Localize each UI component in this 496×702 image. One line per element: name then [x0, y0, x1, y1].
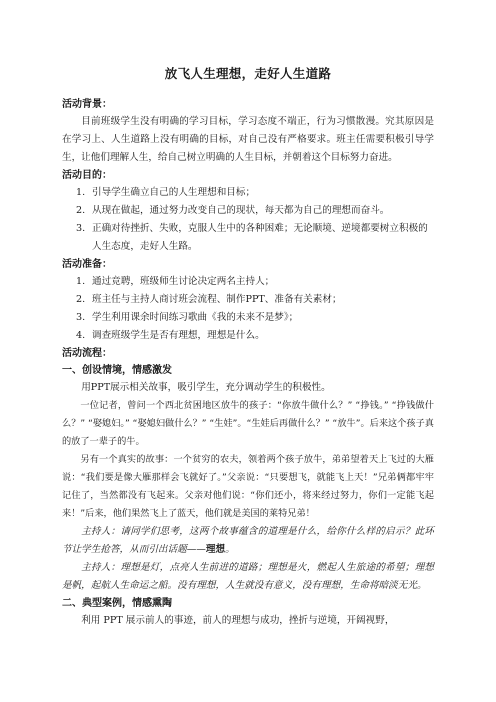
part1-heading: 一、创设情境，情感激发 [62, 365, 172, 376]
prep-list-item [76, 273, 434, 291]
host-question-end: 。 [225, 544, 235, 555]
list-number: 3. [76, 223, 86, 234]
list-item-text: 调查班级学生是否有理想，理想是什么。 [92, 330, 265, 341]
part1-intro-paragraph: 用PPT展示相关故事，吸引学生，充分调动学生的积极性。 [81, 382, 331, 393]
story1-paragraph: 一位记者，曾问一个西北贫困地区放牛的孩子：“你放牛做什么？” “挣钱。” “挣钱做什么？” “娶媳妇。” “娶媳妇做什么？” “生娃”。“生娃后再做什么？” “放牛”。后来这个孩子真的放了一辈子的牛。 [62, 400, 434, 447]
list-number: 2. [76, 205, 86, 216]
prep-list-item [76, 291, 434, 309]
part2-intro-paragraph: 利用 PPT 展示前人的事迹，前人的理想与成功，挫折与逆境，开阔视野， [81, 615, 395, 626]
goals-list-item [76, 202, 434, 220]
host-question-paragraph [62, 523, 434, 559]
part2-heading: 二、典型案例，情感熏陶 [62, 598, 172, 609]
process-heading: 活动流程： [62, 348, 112, 359]
background-paragraph: 目前班级学生没有明确的学习目标，学习态度不端正，行为习惯散漫。究其原因是在学习上、人生道路上没有明确的目标，对自己没有严格要求。班主任需要积极引导学生，让他们理解人生，给自己树立明确的人生目标，并朝着这个目标努力奋进。 [62, 116, 434, 163]
list-item-text: 学生利用课余时间练习歌曲《我的未来不是梦》； [92, 312, 299, 323]
goals-list [62, 184, 434, 256]
goals-list-item [76, 220, 434, 256]
goals-list-item [76, 184, 434, 202]
list-number: 2. [76, 294, 86, 305]
prep-heading: 活动准备： [62, 259, 112, 270]
list-item-text: 正确对待挫折、失败，克服人生中的各种困难；无论顺境、逆境都要树立积极的人生态度，走好人生路。 [92, 223, 428, 252]
keyword-ideal: 理想 [205, 544, 226, 555]
prep-list-item [76, 309, 434, 327]
list-number: 3. [76, 312, 86, 323]
host-summary-paragraph: 主持人：理想是灯，点亮人生前进的道路；理想是火，燃起人生旅途的希望；理想是帆，起航人生命运之船。没有理想，人生就没有意义，没有理想，生命将暗淡无光。 [62, 562, 434, 591]
list-item-text: 班主任与主持人商讨班会流程、制作PPT、准备有关素材； [92, 294, 342, 305]
list-number: 1. [76, 276, 86, 287]
prep-list-item [76, 327, 434, 345]
goals-heading: 活动目的： [62, 170, 112, 181]
prep-list [62, 273, 434, 345]
list-number: 1. [76, 187, 86, 198]
background-heading: 活动背景： [62, 99, 112, 110]
host-question-text: 主持人：请同学们思考，这两个故事蕴含的道理是什么，给你什么样的启示？此环节让学生抢答，从而引出话题—— [62, 526, 434, 555]
story2-paragraph: 另有一个真实的故事：一个贫穷的农夫，领着两个孩子放牛，弟弟望着天上飞过的大雁说：“我们要是像大雁那样会飞就好了。”父亲说：“只要想飞，就能飞上天！”兄弟俩都牢牢记住了，当然都没有飞起来。父亲对他们说：“你们还小，将来经过努力，你们一定能飞起来！”后来，他们果然飞上了蓝天，他们就是美国的莱特兄弟！ [62, 454, 434, 519]
list-number: 4. [76, 330, 86, 341]
list-item-text: 从现在做起，通过努力改变自己的现状，每天都为自己的理想而奋斗。 [92, 205, 390, 216]
list-item-text: 通过竞聘，班级师生讨论决定两名主持人； [92, 276, 275, 287]
document-title: 放飞人生理想，走好人生道路 [164, 66, 332, 81]
list-item-text: 引导学生确立自己的人生理想和目标； [92, 187, 256, 198]
